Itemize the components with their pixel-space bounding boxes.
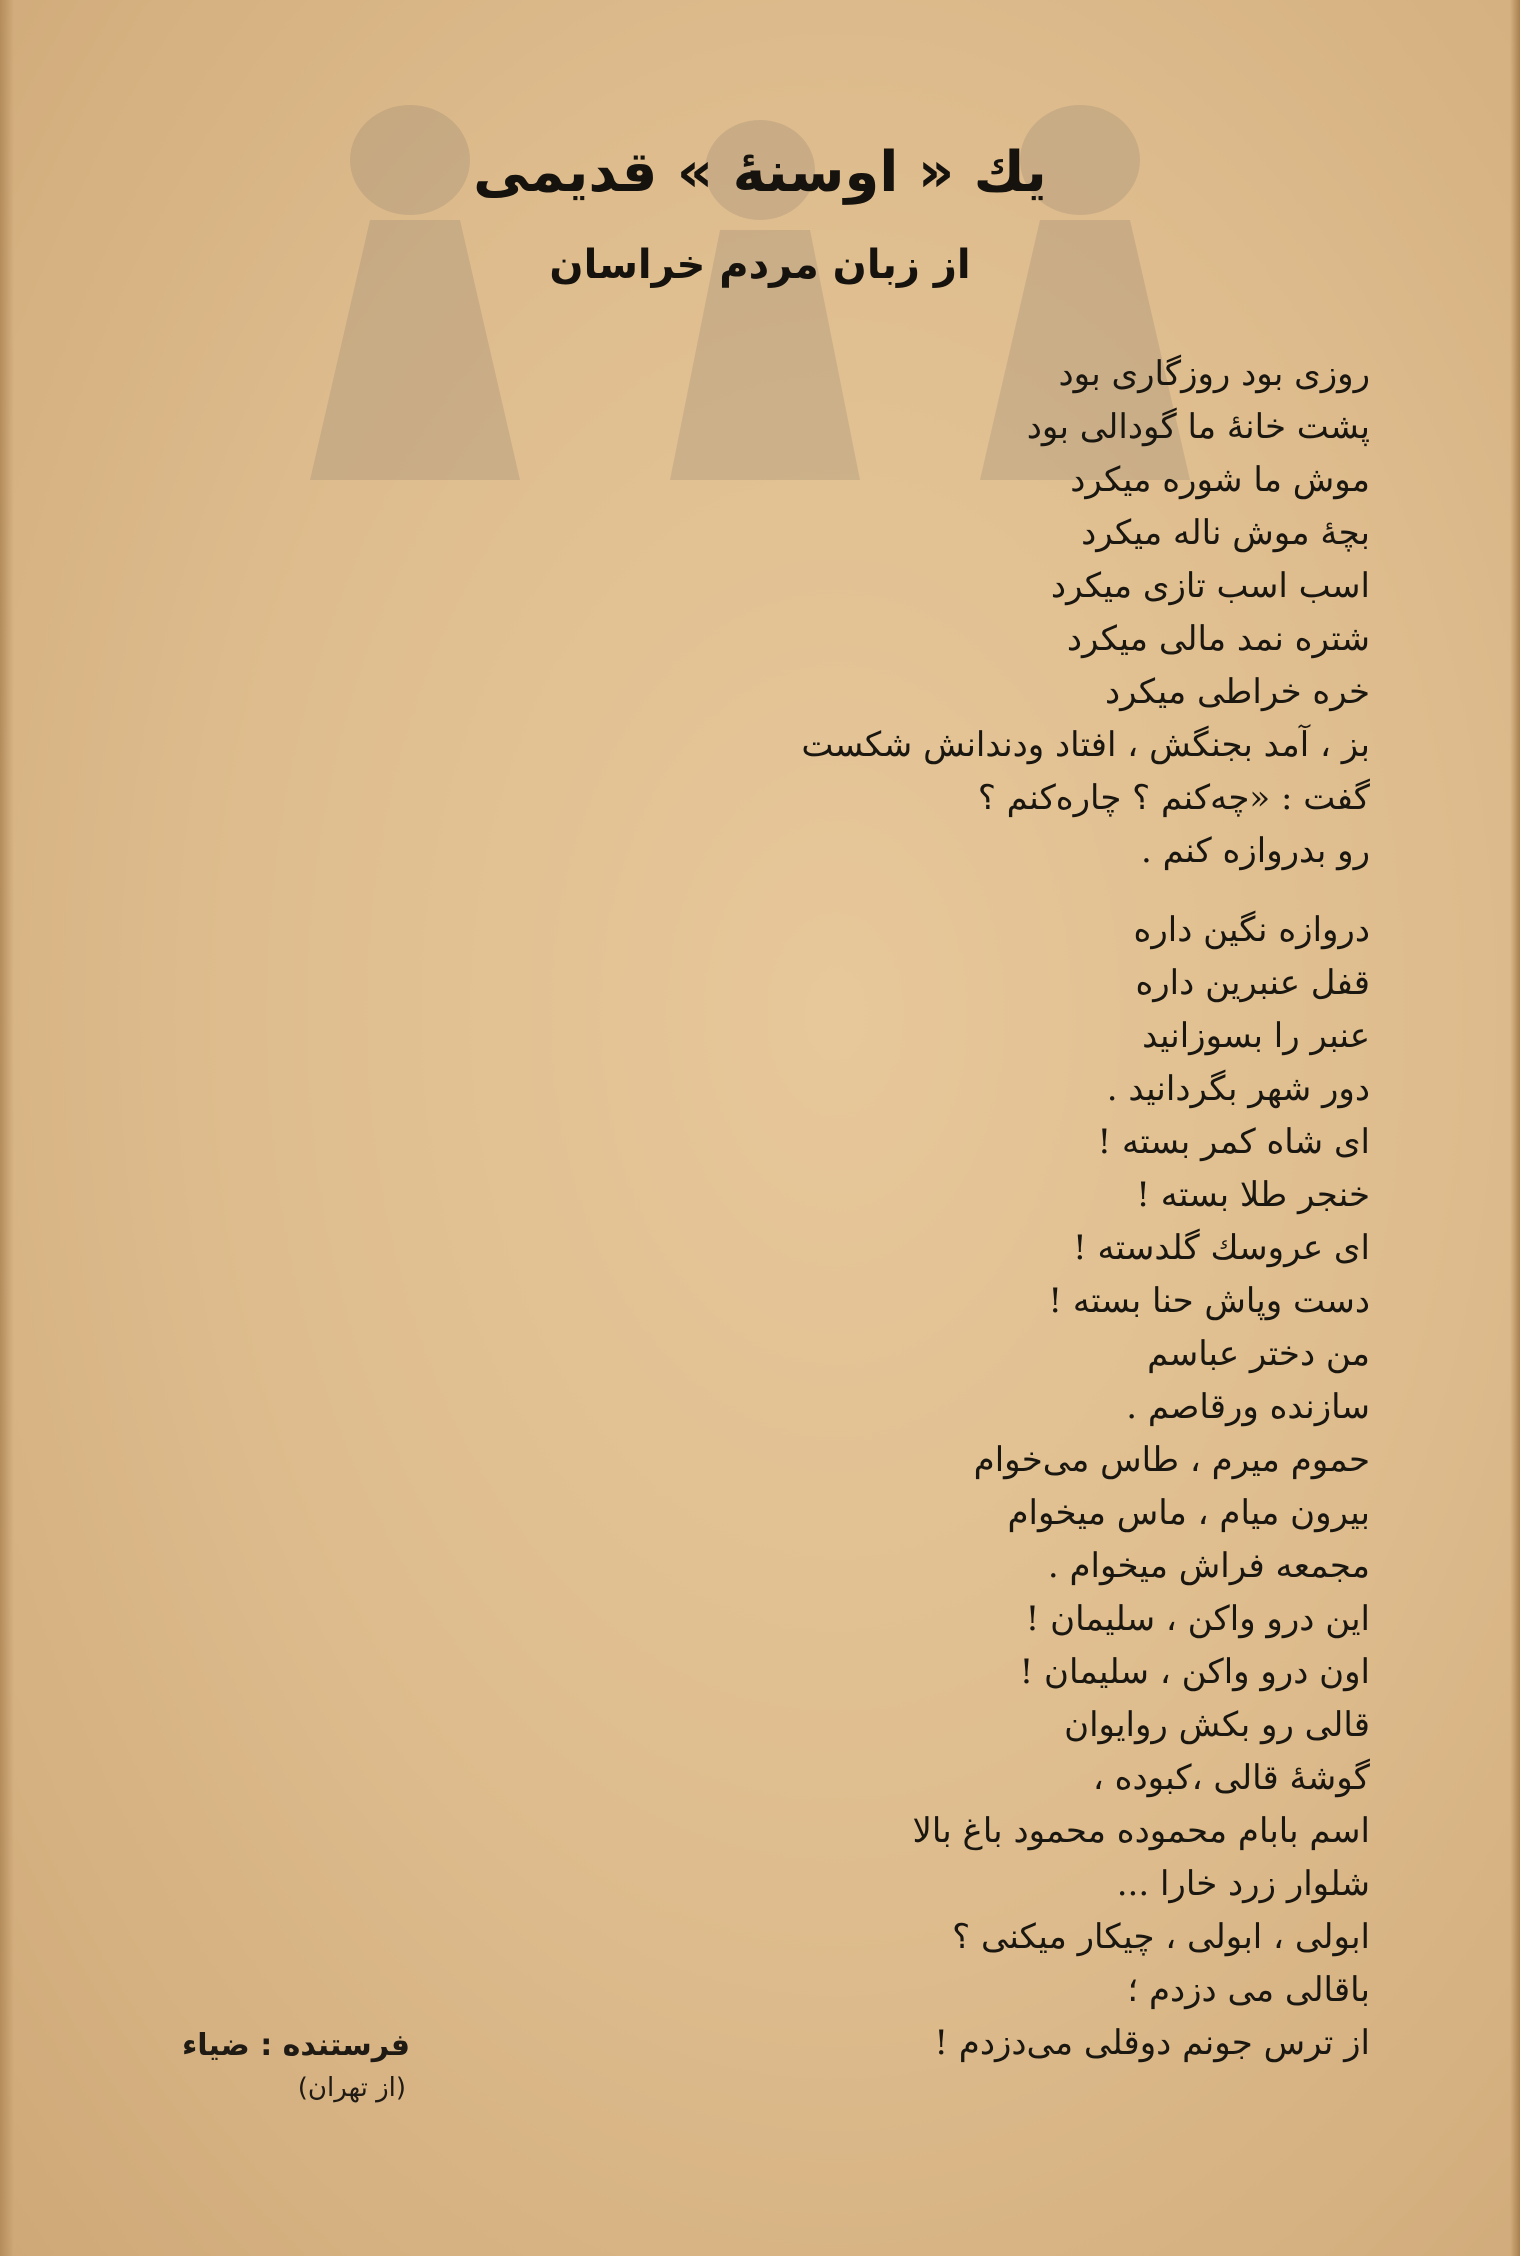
poem-line: روزی بود روزگاری بود — [1058, 354, 1370, 394]
poem-line: از ترس جونم دوقلی می‌دزدم ! — [934, 2023, 1370, 2063]
poem-line: بیرون میام ، ماس میخوام — [1007, 1493, 1370, 1533]
sender-credit — [110, 2024, 410, 2108]
poem-line: این درو واکن ، سلیمان ! — [1025, 1599, 1370, 1639]
poem-line: اسب اسب تازی میکرد — [1050, 566, 1370, 606]
poem-line: دست وپاش حنا بسته ! — [1048, 1281, 1370, 1321]
poem-line: بچهٔ موش ناله میکرد — [1081, 513, 1370, 553]
sender-city: (از تهران) — [297, 2073, 406, 2103]
poem-line: مجمعه فراش میخوام . — [1047, 1546, 1370, 1586]
poem-line: عنبر را بسوزانید — [1142, 1016, 1370, 1056]
page-edge-left — [0, 0, 14, 2256]
poem-line: سازنده ورقاصم . — [1126, 1387, 1370, 1427]
poem-line: شتره نمد مالی میکرد — [1066, 619, 1370, 659]
poem-text — [370, 348, 1370, 2070]
poem-line: ابولی ، ابولی ، چیکار میکنی ؟ — [952, 1917, 1370, 1957]
poem-line: من دختر عباسم — [1147, 1334, 1370, 1374]
poem-line: اون درو واکن ، سلیمان ! — [1019, 1652, 1370, 1692]
page-subtitle: از زبان مردم خراسان — [549, 242, 971, 288]
sender-name: فرستنده : ضیاء — [181, 2028, 410, 2063]
poem-line: خنجر طلا بسته ! — [1136, 1175, 1370, 1215]
poem-line: پشت خانهٔ ما گودالی بود — [1026, 407, 1370, 447]
poem-line: دور شهر بگردانید . — [1106, 1069, 1370, 1109]
poem-line: ای شاه کمر بسته ! — [1097, 1122, 1370, 1162]
poem-line: بز ، آمد بجنگش ، افتاد ودندانش شکست — [801, 725, 1370, 765]
poem-line: قالی رو بکش روایوان — [1064, 1705, 1370, 1745]
poem-line: رو بدروازه کنم . — [1141, 831, 1370, 871]
stanza-gap — [370, 878, 1370, 904]
poem-line: دروازه نگین داره — [1133, 910, 1370, 950]
poem-line: گفت : «چه‌کنم ؟ چاره‌کنم ؟ — [977, 778, 1370, 818]
poem-line: باقالی می دزدم ؛ — [1127, 1970, 1370, 2010]
poem-line: موش ما شوره میکرد — [1070, 460, 1370, 500]
poem-line: اسم بابام محموده محمود باغ بالا — [912, 1811, 1370, 1851]
poem-line: حموم میرم ، طاس می‌خوام — [973, 1440, 1370, 1480]
poem-line: خره خراطی میکرد — [1105, 672, 1370, 712]
poem-line: گوشهٔ قالی ،کبوده ، — [1092, 1758, 1370, 1798]
poem-line: شلوار زرد خارا ... — [1116, 1864, 1370, 1904]
page-title: یك « اوسنهٔ » قدیمی — [473, 140, 1047, 205]
poem-line: ای عروسك گلدسته ! — [1072, 1228, 1370, 1268]
poem-line: قفل عنبرین داره — [1135, 963, 1370, 1003]
page-edge-right — [1510, 0, 1520, 2256]
